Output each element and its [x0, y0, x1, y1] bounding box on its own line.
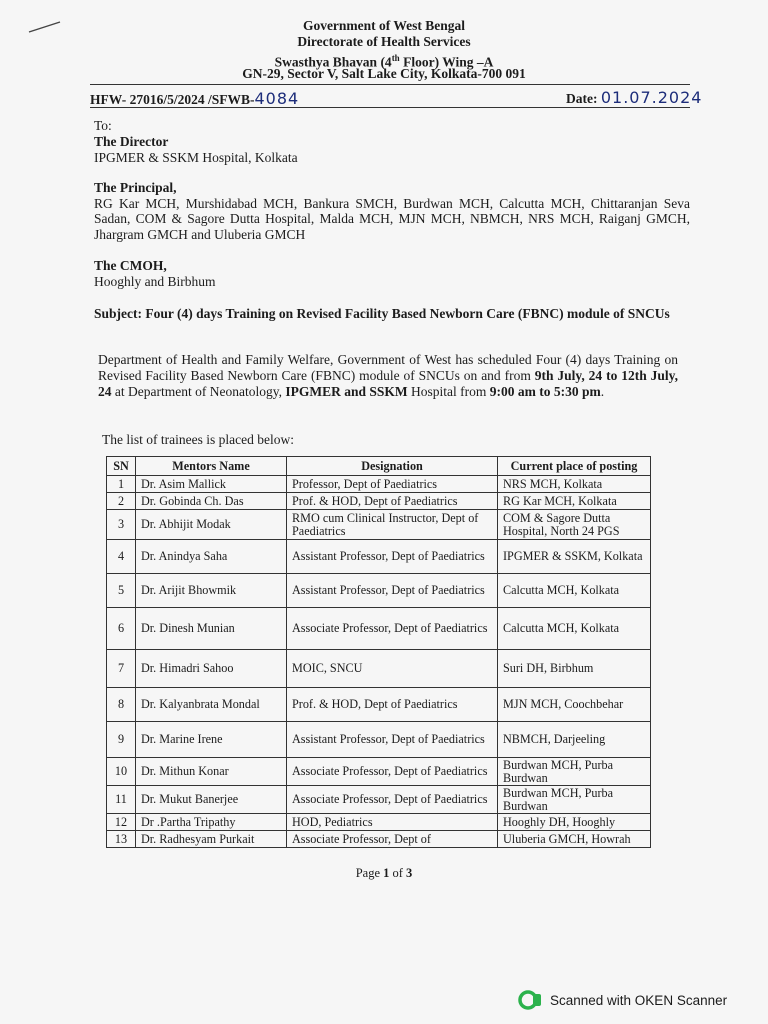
trainee-table [106, 456, 651, 848]
cell-designation: Assistant Professor, Dept of Paediatrics [287, 540, 498, 574]
addressee-body: RG Kar MCH, Murshidabad MCH, Bankura SMCH, Burdwan MCH, Calcutta MCH, Chittaranjan Seva Sadan, COM & Sagore Dutta Hospital, Malda MCH, MJN MCH, NBMCH, NRS MCH, Raiganj GMCH, Jhargram GMCH and Uluberia GMCH [94, 195, 690, 242]
subject-line: Subject: Four (4) days Training on Revised Facility Based Newborn Care (FBNC) module of SNCUs [94, 306, 670, 321]
table-header-row [107, 457, 651, 476]
cell-designation: Associate Professor, Dept of [287, 831, 498, 848]
cell-sn: 4 [107, 540, 136, 574]
cell-sn: 2 [107, 493, 136, 510]
cell-mentor-name: Dr. Anindya Saha [136, 540, 287, 574]
cell-mentor-name: Dr. Asim Mallick [136, 476, 287, 493]
cell-sn: 12 [107, 814, 136, 831]
letterhead-directorate: Directorate of Health Services [297, 34, 471, 49]
cell-mentor-name: Dr. Radhesyam Purkait [136, 831, 287, 848]
header-divider [90, 84, 690, 85]
cell-sn: 9 [107, 722, 136, 758]
cell-designation: MOIC, SNCU [287, 650, 498, 688]
addressee-title: The CMOH, [94, 258, 167, 273]
cell-designation: Associate Professor, Dept of Paediatrics [287, 758, 498, 786]
memo-number: HFW- 27016/5/2024 /SFWB-4084 [90, 89, 300, 108]
cell-mentor-name: Dr. Abhijit Modak [136, 510, 287, 540]
cell-mentor-name: Dr. Dinesh Munian [136, 608, 287, 650]
cell-posting: Hooghly DH, Hooghly [498, 814, 651, 831]
handwritten-date: 01.07.2024 [600, 88, 703, 107]
table-row [107, 493, 651, 510]
cell-designation: Assistant Professor, Dept of Paediatrics [287, 574, 498, 608]
table-row [107, 758, 651, 786]
letterhead-address: GN-29, Sector V, Salt Lake City, Kolkata-700 091 [242, 66, 526, 81]
header-designation: Designation [287, 457, 498, 476]
addressee-cmoh [94, 258, 690, 289]
cell-posting: NBMCH, Darjeeling [498, 722, 651, 758]
cell-designation: Prof. & HOD, Dept of Paediatrics [287, 688, 498, 722]
table-row [107, 688, 651, 722]
letterhead-government: Government of West Bengal [302, 18, 466, 33]
header-mentor-name: Mentors Name [136, 457, 287, 476]
addressee-director [94, 134, 690, 165]
handwritten-memo-number: 4084 [254, 89, 300, 108]
cell-mentor-name: Dr. Mukut Banerjee [136, 786, 287, 814]
cell-mentor-name: Dr. Arijit Bhowmik [136, 574, 287, 608]
cell-mentor-name: Dr. Mithun Konar [136, 758, 287, 786]
cell-mentor-name: Dr. Kalyanbrata Mondal [136, 688, 287, 722]
to-label: To: [94, 118, 112, 133]
cell-designation: RMO cum Clinical Instructor, Dept of Paediatrics [287, 510, 498, 540]
cell-mentor-name: Dr .Partha Tripathy [136, 814, 287, 831]
cell-designation: Associate Professor, Dept of Paediatrics [287, 786, 498, 814]
page-number: Page 1 of 3 [355, 866, 413, 880]
cell-posting: Calcutta MCH, Kolkata [498, 608, 651, 650]
cell-posting: Calcutta MCH, Kolkata [498, 574, 651, 608]
cell-mentor-name: Dr. Marine Irene [136, 722, 287, 758]
cell-posting: IPGMER & SSKM, Kolkata [498, 540, 651, 574]
cell-posting: Suri DH, Birbhum [498, 650, 651, 688]
cell-mentor-name: Dr. Himadri Sahoo [136, 650, 287, 688]
cell-sn: 13 [107, 831, 136, 848]
table-row [107, 814, 651, 831]
addressee-title: The Director [94, 134, 169, 149]
cell-posting: Uluberia GMCH, Howrah [498, 831, 651, 848]
cell-posting: MJN MCH, Coochbehar [498, 688, 651, 722]
cell-sn: 11 [107, 786, 136, 814]
header-sn: SN [107, 457, 136, 476]
table-row [107, 540, 651, 574]
cell-sn: 1 [107, 476, 136, 493]
cell-sn: 5 [107, 574, 136, 608]
cell-posting: Burdwan MCH, Purba Burdwan [498, 758, 651, 786]
addressee-title: The Principal, [94, 180, 177, 195]
cell-posting: RG Kar MCH, Kolkata [498, 493, 651, 510]
scanner-watermark [518, 990, 727, 1010]
cell-posting: COM & Sagore Dutta Hospital, North 24 PGS [498, 510, 651, 540]
cell-designation: Professor, Dept of Paediatrics [287, 476, 498, 493]
cell-designation: HOD, Pediatrics [287, 814, 498, 831]
letterhead-building: Swasthya Bhavan (4th Floor) Wing –A [274, 53, 494, 70]
cell-sn: 10 [107, 758, 136, 786]
cell-sn: 3 [107, 510, 136, 540]
cell-designation: Prof. & HOD, Dept of Paediatrics [287, 493, 498, 510]
cell-designation: Associate Professor, Dept of Paediatrics [287, 608, 498, 650]
cell-sn: 6 [107, 608, 136, 650]
memo-divider [90, 107, 690, 108]
table-row [107, 608, 651, 650]
cell-designation: Assistant Professor, Dept of Paediatrics [287, 722, 498, 758]
header-posting: Current place of posting [498, 457, 651, 476]
oken-scanner-logo-icon [518, 990, 542, 1010]
table-row [107, 476, 651, 493]
addressee-principal [94, 180, 690, 242]
cell-sn: 7 [107, 650, 136, 688]
addressee-body: Hooghly and Birbhum [94, 273, 216, 289]
cell-sn: 8 [107, 688, 136, 722]
table-row [107, 786, 651, 814]
addressee-body: IPGMER & SSKM Hospital, Kolkata [94, 149, 298, 165]
table-row [107, 650, 651, 688]
table-row [107, 510, 651, 540]
memo-date: Date: 01.07.2024 [566, 88, 703, 107]
cell-mentor-name: Dr. Gobinda Ch. Das [136, 493, 287, 510]
cell-posting: NRS MCH, Kolkata [498, 476, 651, 493]
table-row [107, 722, 651, 758]
table-row [107, 574, 651, 608]
body-paragraph: Department of Health and Family Welfare, Government of West has scheduled Four (4) days Training on Revised Facility Based Newborn Care (FBNC) module of SNCUs on and from 9th July, 24 to 12th July, 24 at Department of Neonatology, IPGMER and SSKM Hospital from 9:00 am to 5:30 pm. [98, 352, 679, 399]
list-intro: The list of trainees is placed below: [102, 432, 294, 447]
cell-posting: Burdwan MCH, Purba Burdwan [498, 786, 651, 814]
table-row [107, 831, 651, 848]
scanner-text: Scanned with OKEN Scanner [550, 992, 728, 1008]
